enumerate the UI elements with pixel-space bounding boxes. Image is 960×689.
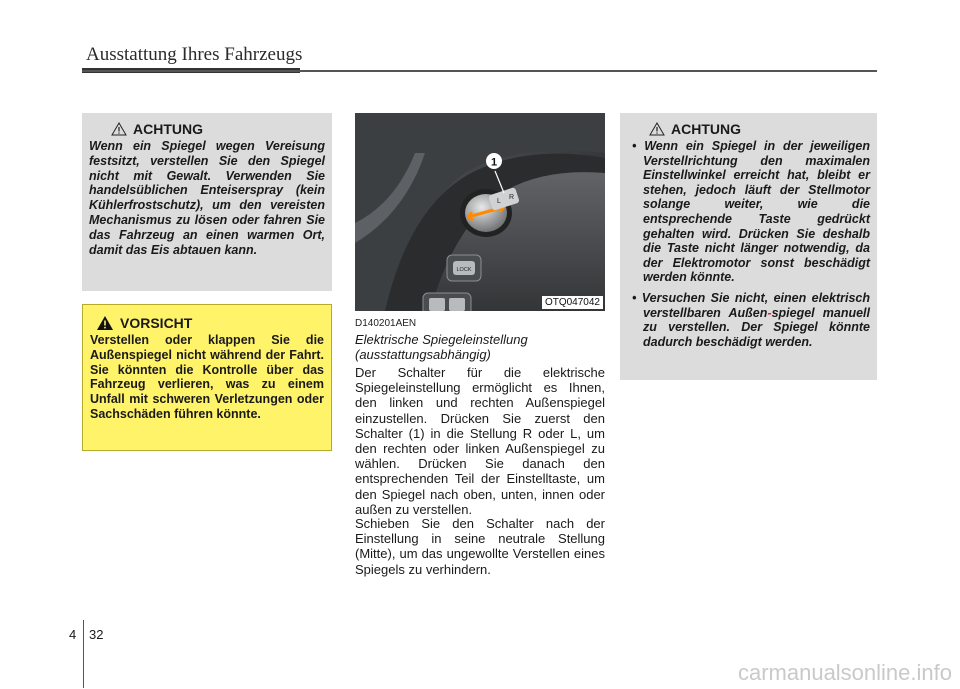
warning-box-left: [82, 304, 332, 451]
body-paragraph-1: Der Schalter für die elektrische Spiegeleinstellung ermöglicht es Ihnen, den linken und rechten Außenspiegel einzustellen. Drücken Sie zuerst den Schalter (1) in die Stellung R oder L, um den rechten oder linken Außenspiegel zu wählen. Drücken Sie danach den entsprechenden Teil der Einstelltaste, um den Spiegel nach oben, unten, innen oder außen zu verstellen.: [355, 365, 605, 517]
bullet-text-2b: spiegel manuell zu verstellen. Der Spiegel könnte dadurch beschädigt werden.: [643, 305, 871, 349]
callout-number: 1: [490, 156, 498, 169]
bullet-text-2a: Versuchen Sie nicht, einen elektrisch verstellbaren Außen: [641, 290, 870, 320]
section-heading-line1: Elektrische Spiegeleinstellung: [355, 332, 528, 347]
body-paragraph-2: Schieben Sie den Schalter nach der Einstellung in seine neutrale Stellung (Mitte), um das ungewollte Verstellen eines Spiegels zu verhindern.: [355, 516, 605, 577]
door-panel-illustration: [355, 113, 605, 311]
caution-title-right: ACHTUNG: [671, 121, 741, 137]
bullet-item: • Wenn ein Spiegel in der jeweiligen Verstellrichtung den maximalen Einstellwinkel erreicht hat, bleibt er stehen, jedoch läuft der Stellmotor solange weiter, wie die entsprechende Taste gedrückt gehalten wird. Drücken Sie deshalb die Taste nicht länger notwendig, da der Elektromotor sonst beschädigt werden könnte.: [632, 139, 870, 285]
hyphen-mark: -: [767, 305, 772, 320]
bullet-text-1: Wenn ein Spiegel in der jeweiligen Verstellrichtung den maximalen Einstellwinkel erreicht hat, bleibt er stehen, jedoch läuft der Stellmotor solange weiter, wie die entsprechende Taste gedrückt gehalten wird. Drücken Sie deshalb die Taste nicht länger notwendig, da der Elektromotor sonst beschädigt werden könnte.: [643, 139, 870, 285]
footer-divider: [83, 620, 84, 688]
caution-box-right: [620, 113, 877, 380]
caution-heading-right: [649, 121, 870, 137]
warning-solid-icon: [96, 315, 114, 331]
running-header: Ausstattung Ihres Fahrzeugs: [86, 44, 303, 65]
caution-bullet-list: [627, 139, 870, 349]
bullet-item: • Versuchen Sie nicht, einen elektrisch verstellbaren Außen-spiegel manuell zu verstellen. Der Spiegel könnte dadurch beschädigt werden.: [632, 290, 871, 349]
warning-text: Verstellen oder klappen Sie die Außenspiegel nicht während der Fahrt. Sie könnten die Kontrolle über das Fahrzeug verlieren, was zu einem Unfall mit schweren Verletzungen oder Sachschäden führen könnte.: [90, 333, 324, 421]
figure-code: OTQ047042: [542, 296, 603, 309]
header-rule: [82, 70, 877, 72]
chapter-number: 4: [69, 627, 77, 642]
caution-text: Wenn ein Spiegel wegen Vereisung festsitzt, verstellen Sie den Spiegel nicht mit Gewalt. Verwenden Sie handelsüblichen Enteiserspray (kein Kühlerfrostschutz), um den vereisten Mechanismus zu lösen oder fahren Sie das Fahrzeug an einen warmen Ort, damit das Eis abtauen kann.: [89, 139, 325, 257]
watermark: carmanualsonline.info: [737, 660, 952, 685]
warning-title: VORSICHT: [120, 315, 193, 331]
lock-label: LOCK: [456, 267, 472, 273]
caution-heading: [111, 121, 325, 137]
switch-label-r: R: [509, 194, 515, 201]
section-heading-line2: (ausstattungsabhängig): [355, 347, 491, 362]
warning-heading: [96, 315, 324, 331]
page-number: 32: [89, 627, 104, 642]
warning-outline-icon: [649, 122, 665, 136]
mirror-switch-photo: [355, 113, 605, 311]
caution-box-left: [82, 113, 332, 291]
section-code: D140201AEN: [355, 318, 417, 329]
section-heading: [355, 332, 605, 362]
warning-outline-icon: [111, 122, 127, 136]
caution-title: ACHTUNG: [133, 121, 203, 137]
switch-label-l: L: [497, 198, 501, 205]
